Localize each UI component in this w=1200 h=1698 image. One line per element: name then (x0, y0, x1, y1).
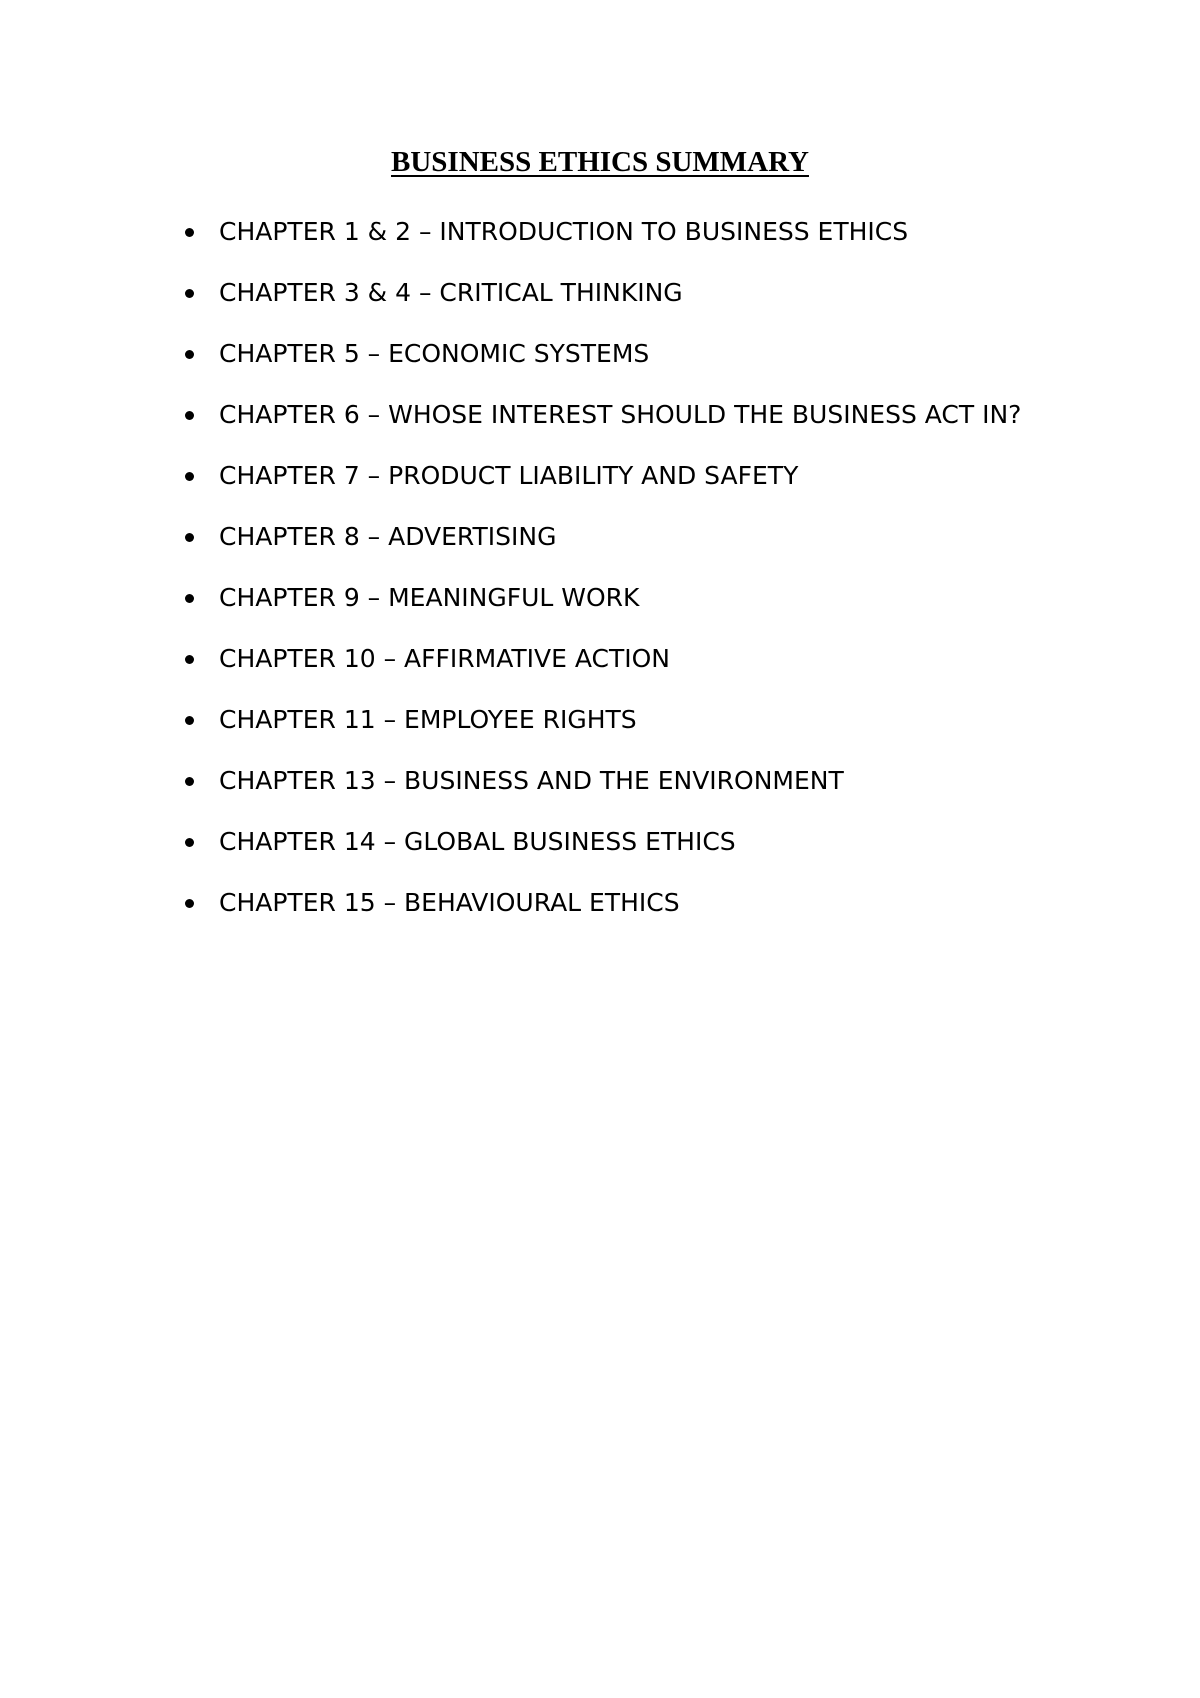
chapter-label: CHAPTER 5 – ECONOMIC SYSTEMS (219, 339, 650, 368)
chapter-label: CHAPTER 3 & 4 – CRITICAL THINKING (219, 278, 683, 307)
chapter-label: CHAPTER 7 – PRODUCT LIABILITY AND SAFETY (219, 461, 799, 490)
document-title: BUSINESS ETHICS SUMMARY (391, 146, 809, 178)
chapter-label: CHAPTER 9 – MEANINGFUL WORK (219, 583, 640, 612)
bullet-icon (185, 411, 194, 420)
bullet-icon (185, 533, 194, 542)
chapter-label: CHAPTER 6 – WHOSE INTEREST SHOULD THE BUSINESS ACT IN? (219, 400, 1022, 429)
bullet-icon (185, 472, 194, 481)
bullet-icon (185, 350, 194, 359)
chapter-label: CHAPTER 8 – ADVERTISING (219, 522, 557, 551)
chapter-label: CHAPTER 1 & 2 – INTRODUCTION TO BUSINESS ETHICS (219, 217, 909, 246)
chapter-label: CHAPTER 11 – EMPLOYEE RIGHTS (219, 705, 637, 734)
bullet-icon (185, 289, 194, 298)
bullet-icon (185, 777, 194, 786)
bullet-icon (185, 228, 194, 237)
chapter-label: CHAPTER 13 – BUSINESS AND THE ENVIRONMENT (219, 766, 844, 795)
chapter-label: CHAPTER 14 – GLOBAL BUSINESS ETHICS (219, 827, 736, 856)
chapter-label: CHAPTER 15 – BEHAVIOURAL ETHICS (219, 888, 680, 917)
bullet-icon (185, 838, 194, 847)
chapter-label: CHAPTER 10 – AFFIRMATIVE ACTION (219, 644, 670, 673)
bullet-icon (185, 716, 194, 725)
bullet-icon (185, 655, 194, 664)
bullet-icon (185, 594, 194, 603)
bullet-icon (185, 899, 194, 908)
